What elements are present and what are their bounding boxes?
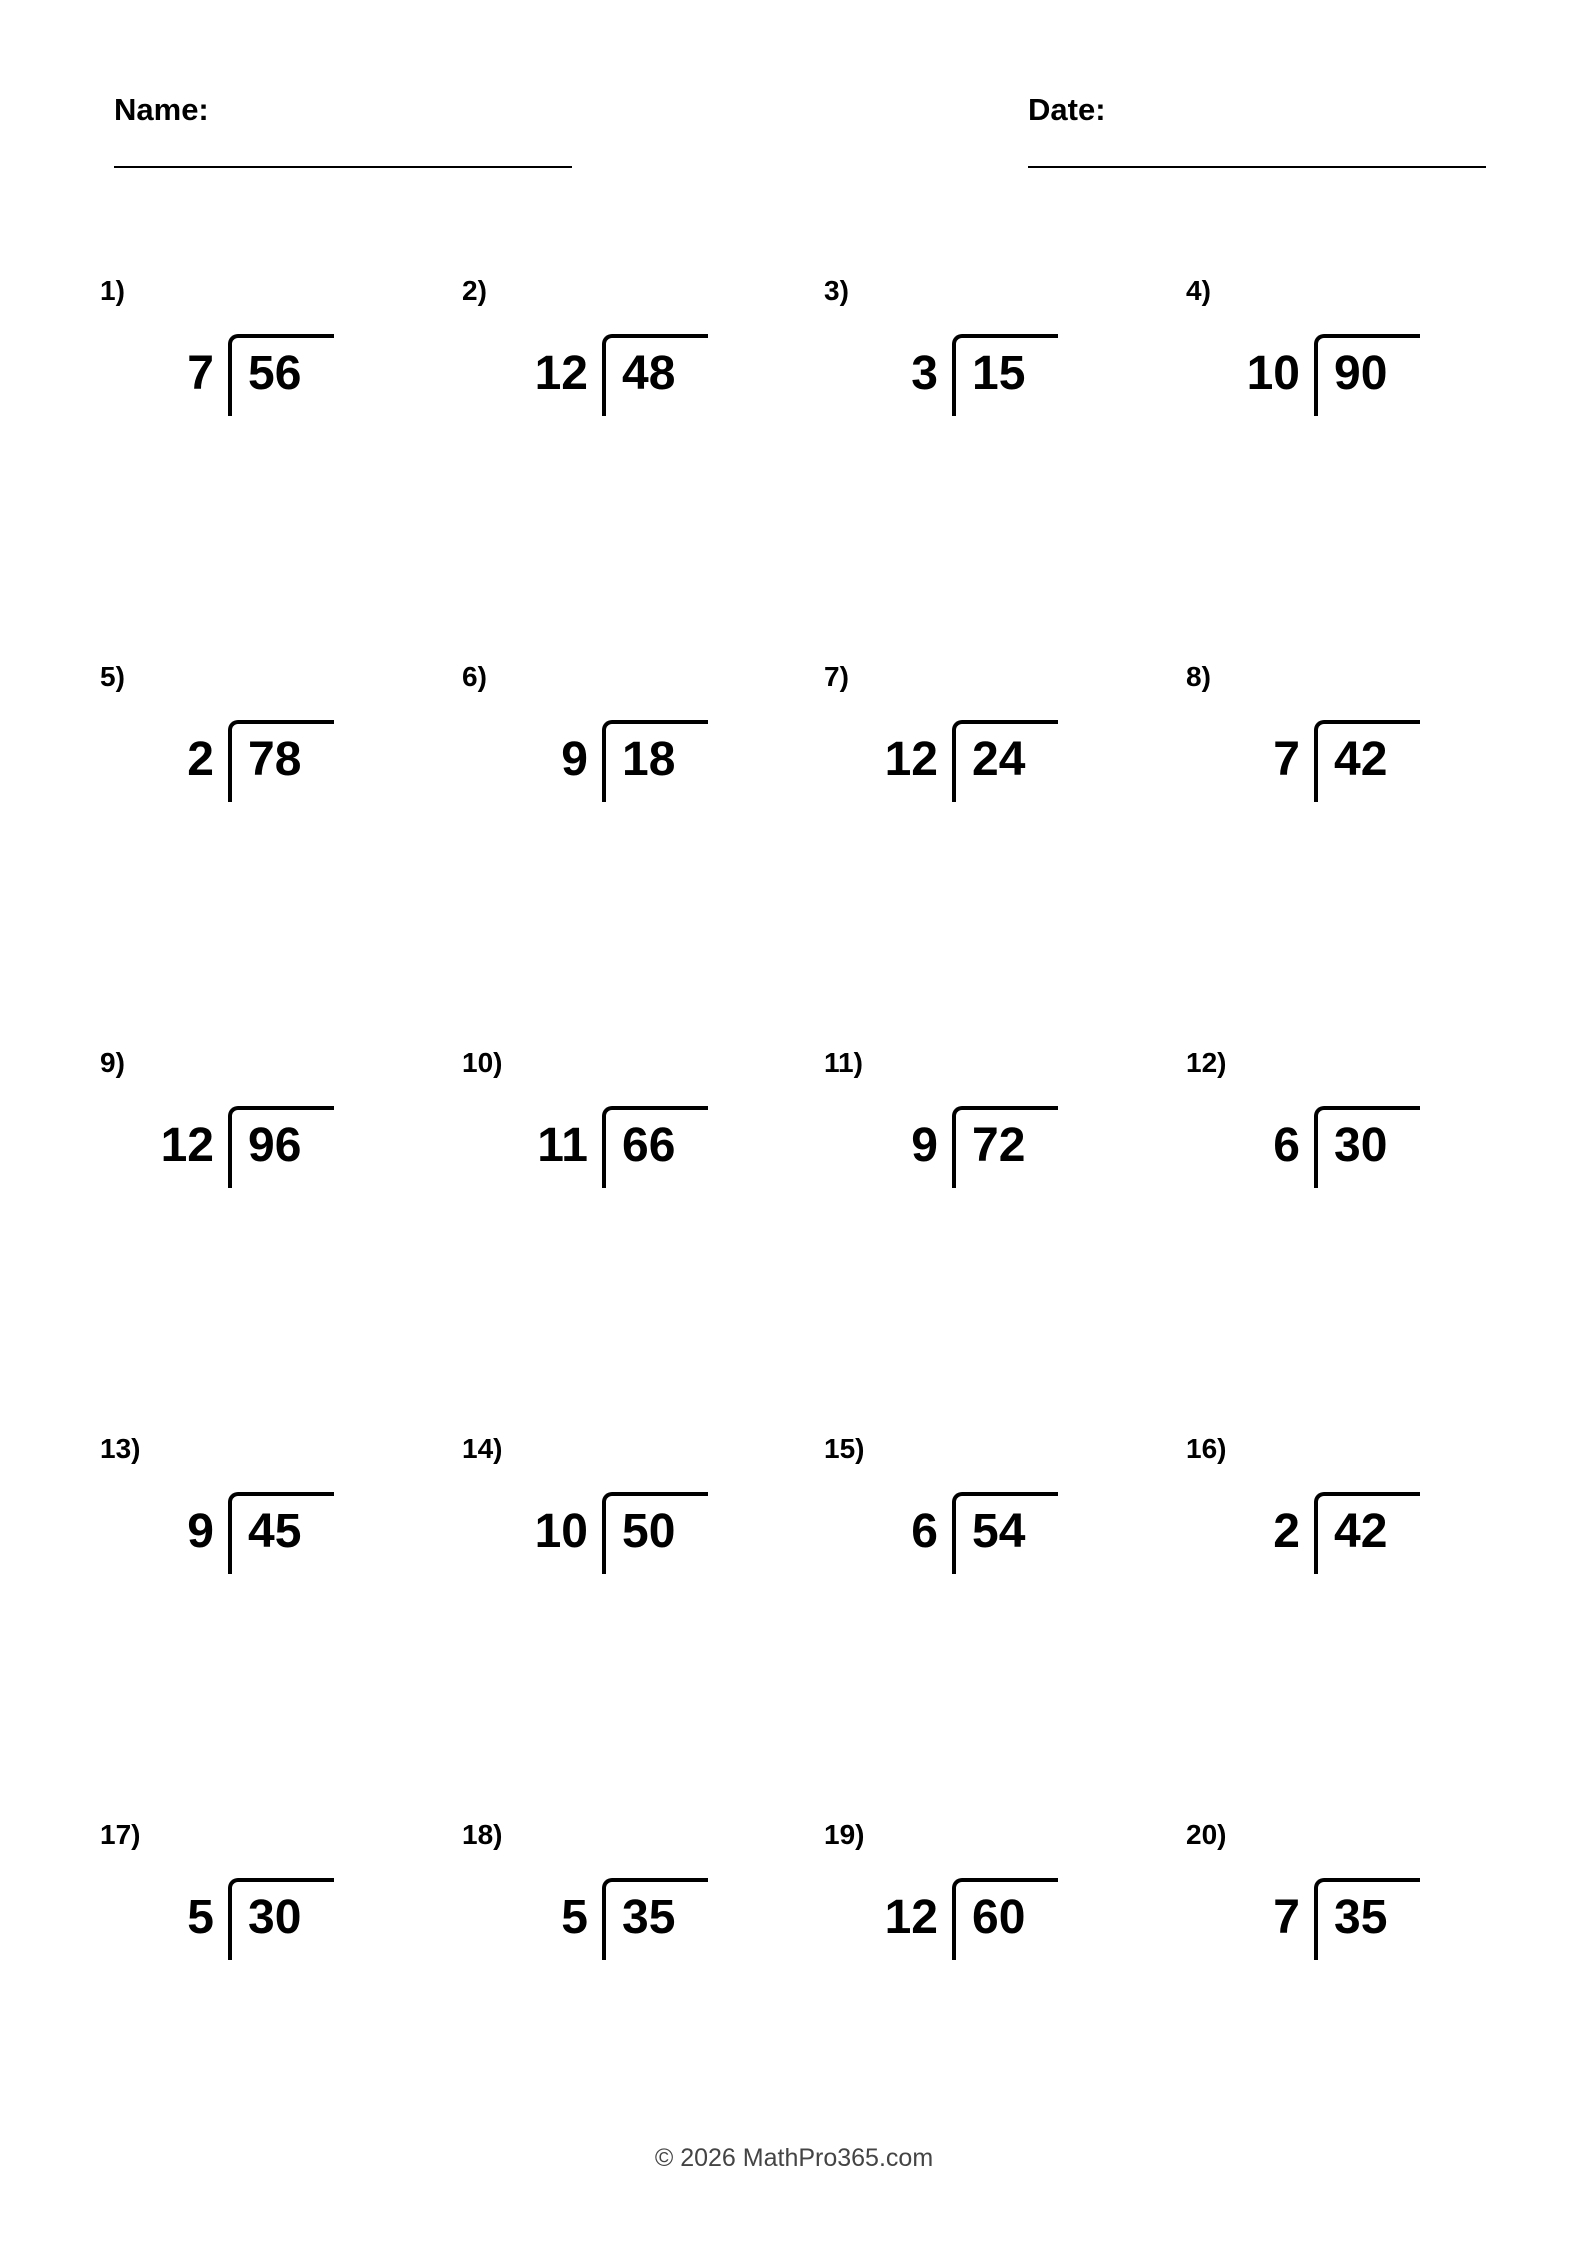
divisor: 3 (911, 347, 938, 400)
problem-number: 18) (462, 1819, 503, 1850)
division-problem (100, 1046, 420, 1226)
divisor: 5 (187, 1891, 214, 1944)
dividend: 42 (1334, 733, 1388, 786)
problem-number: 16) (1186, 1433, 1227, 1464)
division-problem (1186, 1818, 1506, 1998)
dividend: 54 (972, 1505, 1026, 1558)
divisor: 2 (1273, 1505, 1300, 1558)
dividend: 66 (622, 1119, 676, 1172)
date-field (1028, 92, 1486, 128)
division-problem (824, 660, 1144, 840)
dividend: 60 (972, 1891, 1026, 1944)
problem-number: 13) (100, 1433, 141, 1464)
dividend: 50 (622, 1505, 676, 1558)
dividend: 72 (972, 1119, 1026, 1172)
problem-number: 4) (1186, 275, 1211, 306)
division-problem (824, 1818, 1144, 1998)
dividend: 42 (1334, 1505, 1388, 1558)
problem-number: 20) (1186, 1819, 1227, 1850)
division-problem (1186, 274, 1506, 454)
problem-number: 7) (824, 661, 849, 692)
problem-number: 2) (462, 275, 487, 306)
dividend: 48 (622, 347, 676, 400)
dividend: 78 (248, 733, 302, 786)
dividend: 35 (622, 1891, 676, 1944)
dividend: 96 (248, 1119, 302, 1172)
problem-number: 14) (462, 1433, 503, 1464)
divisor: 12 (884, 1891, 938, 1944)
division-problem (1186, 660, 1506, 840)
problem-number: 1) (100, 275, 125, 306)
problem-number: 15) (824, 1433, 865, 1464)
dividend: 15 (972, 347, 1026, 400)
division-problem (1186, 1432, 1506, 1612)
dividend: 35 (1334, 1891, 1388, 1944)
division-problem (462, 274, 782, 454)
divisor: 5 (561, 1891, 588, 1944)
divisor: 6 (1273, 1119, 1300, 1172)
divisor: 11 (537, 1119, 588, 1172)
dividend: 45 (248, 1505, 302, 1558)
dividend: 24 (972, 733, 1026, 786)
divisor: 10 (534, 1505, 588, 1558)
dividend: 18 (622, 733, 676, 786)
divisor: 9 (911, 1119, 938, 1172)
problem-number: 17) (100, 1819, 141, 1850)
division-problem (462, 1818, 782, 1998)
division-problem (462, 1046, 782, 1226)
divisor: 12 (534, 347, 588, 400)
divisor: 7 (1273, 1891, 1300, 1944)
divisor: 7 (187, 347, 214, 400)
division-problem (1186, 1046, 1506, 1226)
name-label: Name: (114, 92, 209, 127)
problem-number: 10) (462, 1047, 503, 1078)
divisor: 12 (160, 1119, 214, 1172)
problem-number: 3) (824, 275, 849, 306)
division-problem (100, 1432, 420, 1612)
division-problem (100, 1818, 420, 1998)
divisor: 7 (1273, 733, 1300, 786)
division-problem (824, 1432, 1144, 1612)
problem-number: 11) (824, 1047, 863, 1078)
divisor: 12 (884, 733, 938, 786)
divisor: 10 (1246, 347, 1300, 400)
footer-copyright: © 2026 MathPro365.com (654, 2144, 934, 2172)
dividend: 30 (1334, 1119, 1388, 1172)
division-problem (824, 1046, 1144, 1226)
problem-number: 6) (462, 661, 487, 692)
division-problem (100, 274, 420, 454)
problem-number: 19) (824, 1819, 865, 1850)
name-field (114, 92, 572, 128)
problem-number: 9) (100, 1047, 125, 1078)
division-problem (462, 660, 782, 840)
divisor: 2 (187, 733, 214, 786)
division-problem (100, 660, 420, 840)
divisor: 9 (561, 733, 588, 786)
problem-number: 8) (1186, 661, 1211, 692)
dividend: 30 (248, 1891, 302, 1944)
date-label: Date: (1028, 92, 1106, 127)
divisor: 6 (911, 1505, 938, 1558)
divisor: 9 (187, 1505, 214, 1558)
dividend: 56 (248, 347, 302, 400)
division-problem (462, 1432, 782, 1612)
dividend: 90 (1334, 347, 1388, 400)
date-line[interactable] (1028, 166, 1486, 168)
division-problem (824, 274, 1144, 454)
name-line[interactable] (114, 166, 572, 168)
problem-number: 12) (1186, 1047, 1227, 1078)
problem-number: 5) (100, 661, 125, 692)
